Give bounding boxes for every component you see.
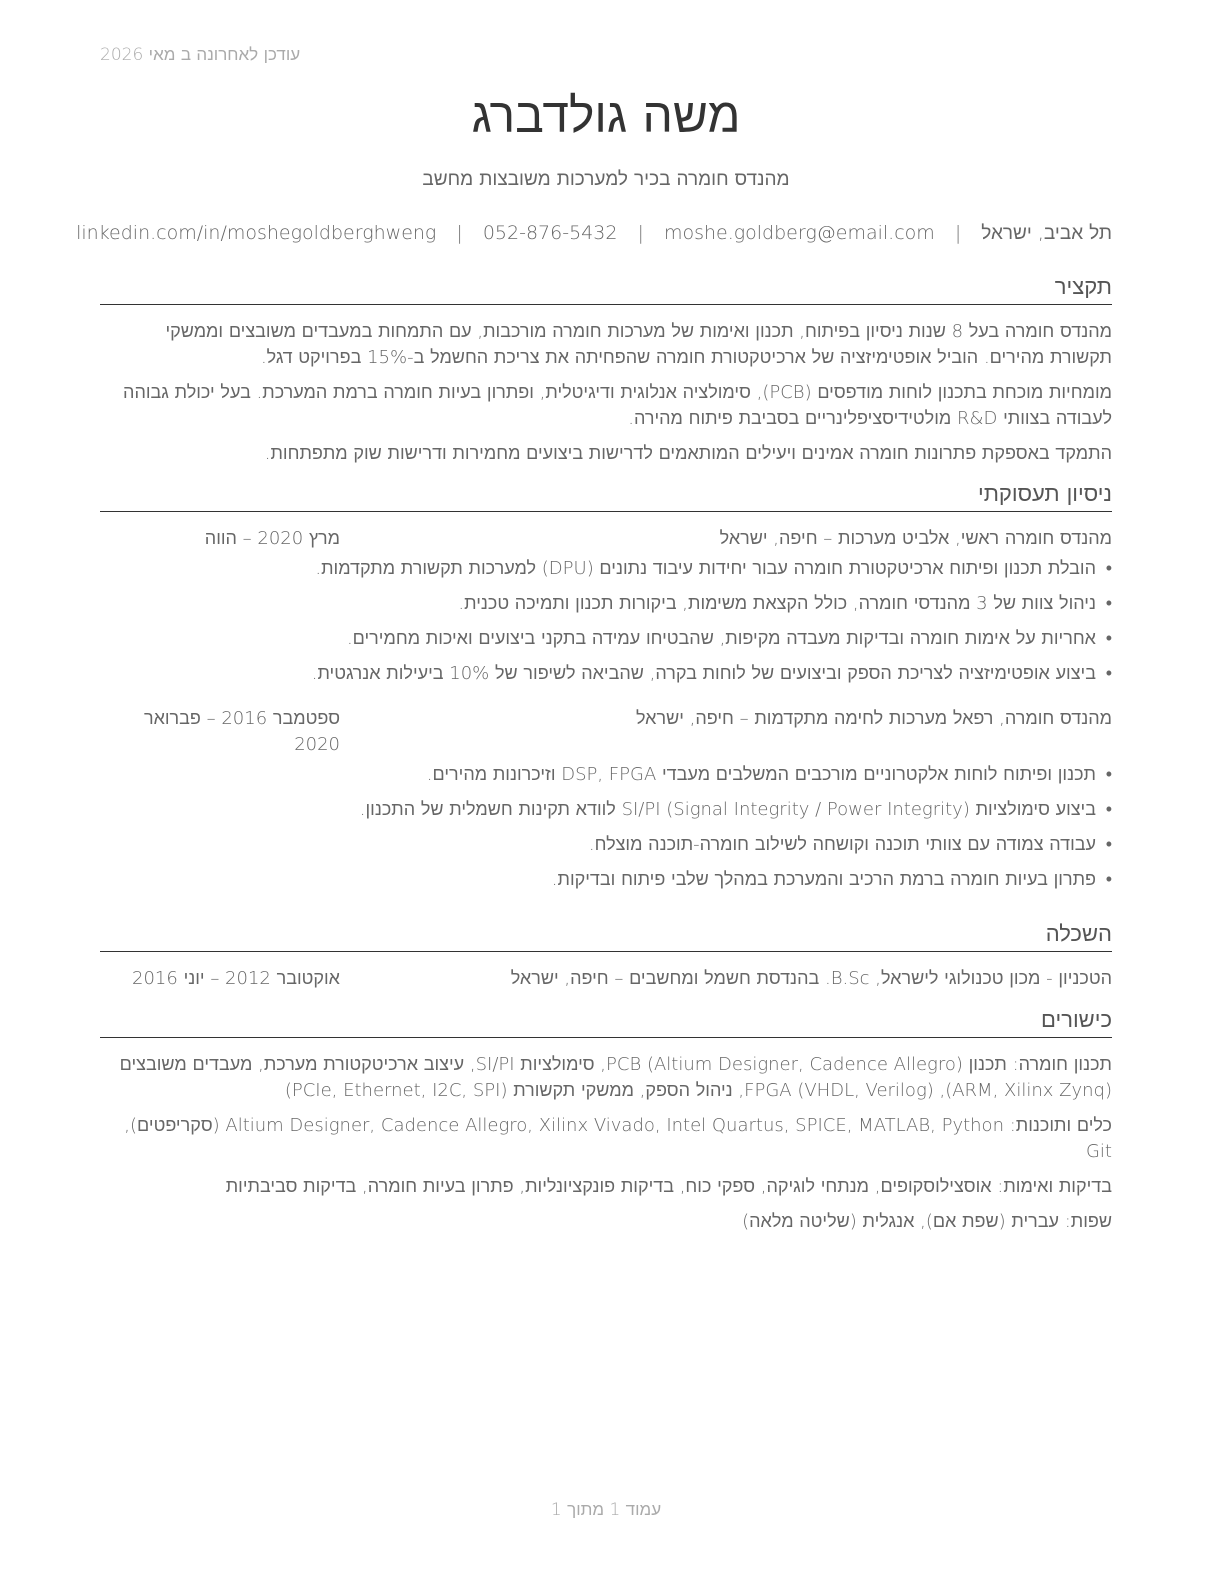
job-bullet: • תכנון ופיתוח לוחות אלקטרוניים מורכבים המשלבים מעבדי DSP, FPGA וזיכרונות מהירים. [100,762,1112,788]
headline: מהנדס חומרה בכיר למערכות משובצות מחשב [422,168,790,190]
job-bullet: • הובלת תכנון ופיתוח ארכיטקטורת חומרה עבור יחידות עיבוד נתונים (DPU) למערכות תקשורת מתקדמות. [100,556,1112,582]
job-bullet: • ביצוע אופטימיזציה לצריכת הספק וביצועים של לוחות בקרה, שהביאה לשיפור של 10% ביעילות אנרגטית. [100,661,1112,687]
job-bullets [100,762,1112,893]
summary-paragraph: התמקד באספקת פתרונות חומרה אמינים ויעילים המותאמים לדרישות ביצועים מחמירות ודרישות שוק מתפתחות. [264,443,1112,464]
summary-paragraph: מהנדס חומרה בעל 8 שנות ניסיון בפיתוח, תכנון ואימות של מערכות חומרה מורכבות, עם התמחות במעבדים משובצים וממשקי תקשורת מהירים. הוביל אופטימיזציה של ארכיטקטורת חומרה שהפחיתה את צריכת החשמל ב-15% בפרויקט דגל. [165,321,1112,368]
education-entry [100,966,1112,992]
contact-line [76,222,1112,245]
education-degree: הטכניון - מכון טכנולוגי לישראל, B.Sc. בהנדסת חשמל ומחשבים – חיפה, ישראל [510,968,1112,989]
contact-linkedin[interactable]: linkedin.com/in/moshegoldberghweng [76,222,437,244]
last-updated: עודכן לאחרונה ב מאי 2026 [100,45,301,65]
summary-title: תקציר [100,274,1112,305]
job-header [100,706,1112,758]
skills-section [100,1007,1112,1235]
job-role: מהנדס חומרה ראשי, אלביט מערכות – חיפה, ישראל [719,528,1112,549]
skills-line: כלים ותוכנות: Altium Designer, Cadence Allegro, Xilinx Vivado, Intel Quartus, SPICE, MATLAB, Python (סקריפטים), Git [124,1115,1112,1162]
education-title: השכלה [100,921,1112,952]
job-header [100,526,1112,552]
job-bullet: • אחריות על אימות חומרה ובדיקות מעבדה מקיפות, שהבטיחו עמידה בתקני ביצועים ואיכות מחמירים. [100,626,1112,652]
job-bullet: • ניהול צוות של 3 מהנדסי חומרה, כולל הקצאת משימות, ביקורות תכנון ותמיכה טכנית. [100,591,1112,617]
job-bullet: • ביצוע סימולציות SI/PI (Signal Integrity / Power Integrity) לוודא תקינות חשמלית של התכנון. [100,797,1112,823]
job-dates: ספטמבר 2016 – פברואר 2020 [143,708,340,755]
skills-line: בדיקות ואימות: אוסצילוסקופים, מנתחי לוגיקה, ספקי כוח, בדיקות פונקציונליות, פתרון בעיות חומרה, בדיקות סביבתיות [225,1176,1112,1197]
job-role: מהנדס חומרה, רפאל מערכות לחימה מתקדמות – חיפה, ישראל [635,708,1112,729]
contact-separator: | [954,222,962,244]
summary-section [100,274,1112,467]
contact-location: תל אביב, ישראל [981,222,1112,244]
resume-page [76,0,1112,1584]
page-number: עמוד 1 מתוך 1 [550,1500,662,1520]
contact-phone[interactable]: 052-876-5432 [482,222,618,244]
experience-title: ניסיון תעסוקתי [100,481,1112,512]
job-entry [100,526,1112,687]
contact-separator: | [456,222,463,244]
contact-separator: | [637,222,644,244]
job-bullet: • פתרון בעיות חומרה ברמת הרכיב והמערכת במהלך שלבי פיתוח ובדיקות. [100,867,1112,893]
contact-email[interactable]: moshe.goldberg@email.com [663,222,935,244]
skills-title: כישורים [100,1007,1112,1038]
experience-section [100,481,1112,902]
job-entry [100,706,1112,893]
job-dates: מרץ 2020 – הווה [204,528,340,549]
skills-line: שפות: עברית (שפת אם), אנגלית (שליטה מלאה) [742,1211,1112,1232]
education-section [100,921,1112,992]
skills-line: תכנון חומרה: תכנון PCB (Altium Designer, Cadence Allegro), סימולציות SI/PI, עיצוב ארכיטקטורת מערכת, מעבדים משובצים (ARM, Xilinx Zynq), FPGA (VHDL, Verilog), ניהול הספק, ממשקי תקשורת (PCIe, Ethernet, I2C, SPI) [119,1054,1112,1101]
education-dates: אוקטובר 2012 – יוני 2016 [132,968,340,989]
job-bullets [100,556,1112,687]
job-bullet: • עבודה צמודה עם צוותי תוכנה וקושחה לשילוב חומרה-תוכנה מוצלח. [100,832,1112,858]
candidate-name: משה גולדברג [471,88,741,144]
summary-paragraph: מומחיות מוכחת בתכנון לוחות מודפסים (PCB), סימולציה אנלוגית ודיגיטלית, ופתרון בעיות חומרה ברמת המערכת. בעל יכולת גבוהה לעבודה בצוותי R&D מולטידיסציפלינריים בסביבת פיתוח מהירה. [123,382,1112,429]
